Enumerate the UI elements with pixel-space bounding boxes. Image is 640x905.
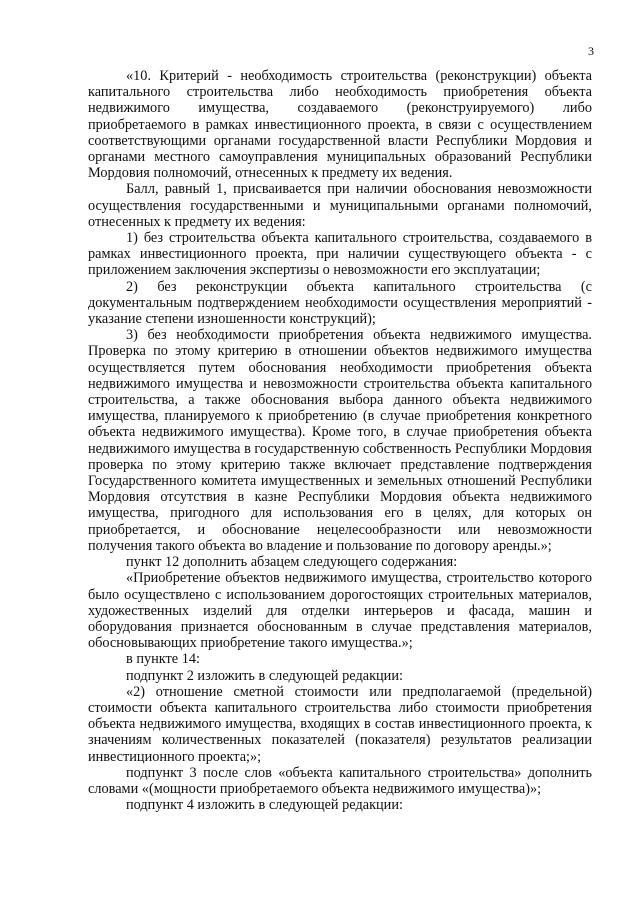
- paragraph-score-condition: Балл, равный 1, присваивается при наличии обоснования невозможности осуществления государственными и муниципальными органами полномочий, отнесенных к предмету их ведения:: [88, 181, 592, 230]
- paragraph-item-1: 1) без строительства объекта капитального строительства, создаваемого в рамках инвестиционного проекта, при наличии существующего объекта - с приложением заключения экспертизы о невозможности его эксплуатации;: [88, 230, 592, 279]
- paragraph-criterion-10: «10. Критерий - необходимость строительства (реконструкции) объекта капитального строительства либо необходимость приобретения объекта недвижимого имущества, создаваемого (реконструируемого) либо приобретаемого в рамках инвестиционного проекта, в связи с осуществлением соответствующими органами государственной власти Республики Мордовия и органами местного самоуправления муниципальных образований Республики Мордовия полномочий, отнесенных к предмету их ведения.: [88, 68, 592, 182]
- paragraph-subclause-3: подпункт 3 после слов «объекта капитального строительства» дополнить словами «(мощности приобретаемого объекта недвижимого имущества)»;: [88, 764, 592, 797]
- paragraph-item-3: 3) без необходимости приобретения объекта недвижимого имущества. Проверка по этому критерию в отношении объектов недвижимого имущества осуществляется путем обоснования необходимости приобретения объекта недвижимого имущества и невозможности строительства объекта капитального строительства, а также обоснования выбора данного объекта недвижимого имущества, планируемого к приобретению (в случае приобретения конкретного объекта недвижимого имущества). Кроме того, в случае приобретения объекта недвижимого имущества в государственную собственность Республики Мордовия проверка по этому критерию также включает представление подтверждения Государственного комитета имущественных и земельных отношений Республики Мордовия отсутствия в казне Республики Мордовия объекта недвижимого имущества, пригодного для использования его в целях, для которых он приобретается, и обоснование нецелесообразности или невозможности получения такого объекта во владение и пользование по договору аренды.»;: [88, 327, 592, 554]
- paragraph-subclause-4-intro: подпункт 4 изложить в следующей редакции:: [126, 797, 403, 814]
- paragraph-subclause-2-intro: подпункт 2 изложить в следующей редакции:: [126, 667, 403, 684]
- paragraph-clause-12-intro: пункт 12 дополнить абзацем следующего содержания:: [126, 554, 458, 571]
- paragraph-clause-14-intro: в пункте 14:: [126, 651, 200, 668]
- paragraph-clause-12-text: «Приобретение объектов недвижимого имущества, строительство которого было осуществлено с использованием дорогостоящих строительных материалов, художественных изделий для отделки интерьеров и фасада, машин и оборудования признается обоснованным в случае представления материалов, обосновывающих приобретение такого имущества.»;: [88, 570, 592, 652]
- document-body: [88, 68, 592, 813]
- page-number: 3: [588, 44, 594, 58]
- paragraph-item-2: 2) без реконструкции объекта капитального строительства (с документальным подтверждением необходимости осуществления мероприятий - указание степени изношенности конструкций);: [88, 278, 592, 328]
- paragraph-subclause-2-text: «2) отношение сметной стоимости или предполагаемой (предельной) стоимости объекта капитального строительства либо стоимости приобретения объекта недвижимого имущества, входящих в состав инвестиционного проекта, к значениям количественных показателей (показателя) результатов реализации инвестиционного проекта;»;: [88, 683, 592, 765]
